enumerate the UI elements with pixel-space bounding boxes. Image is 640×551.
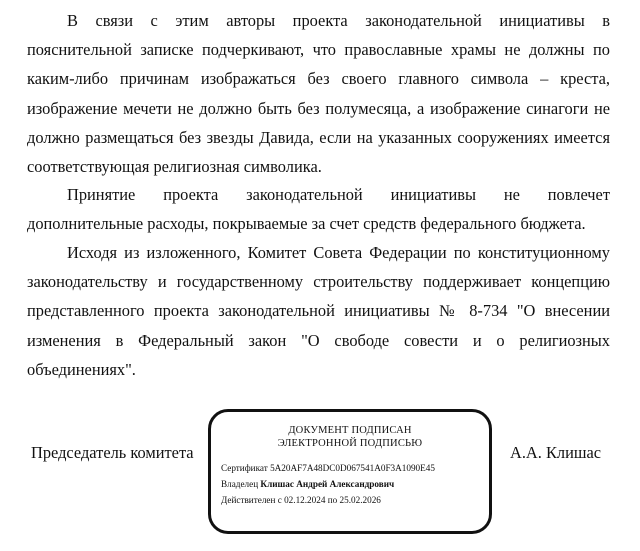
- signer-name: А.А. Клишас: [510, 443, 602, 462]
- certificate-value: 5A20AF7A48DC0D067541A0F3A1090E45: [270, 463, 435, 473]
- stamp-validity-row: [221, 494, 381, 506]
- owner-value: Клишас Андрей Александрович: [260, 479, 395, 489]
- electronic-signature-stamp: [208, 409, 492, 534]
- validity-from-label: с: [277, 495, 282, 505]
- owner-label: Владелец: [221, 479, 259, 489]
- stamp-certificate-row: [221, 462, 435, 474]
- stamp-header-line-1: ДОКУМЕНТ ПОДПИСАН: [288, 425, 412, 436]
- validity-to: 25.02.2026: [339, 495, 381, 505]
- stamp-owner-row: [221, 478, 394, 490]
- paragraph-conclusion: Исходя из изложенного, Комитет Совета Федерации по конституционному законодательству и государственному строительству поддерживает концепцию представленного проекта законодательной инициативы № 8-734 "О внесении изменения в Федеральный закон "О свободе совести и о религиозных объединениях".: [27, 243, 610, 379]
- certificate-label: Сертификат: [221, 463, 268, 473]
- stamp-header-line-2: ЭЛЕКТРОННОЙ ПОДПИСЬЮ: [277, 438, 423, 449]
- validity-label: Действителен: [221, 495, 276, 505]
- paragraph-budget: Принятие проекта законодательной инициативы не повлечет дополнительные расходы, покрываемые за счет средств федерального бюджета.: [27, 185, 610, 234]
- paragraph-symbolism: В связи с этим авторы проекта законодательной инициативы в пояснительной записке подчеркивают, что православные храмы не должны по каким-либо причинам изображаться без своего главного символа – креста, изображение мечети не должно быть без полумесяца, а изображение синагоги не должно размещаться без звезды Давида, если на указанных сооружениях имеется соответствующая религиозная символика.: [27, 11, 610, 177]
- validity-from: 02.12.2024: [284, 495, 326, 505]
- signer-position: Председатель комитета: [31, 443, 194, 462]
- validity-to-label: по: [327, 495, 338, 505]
